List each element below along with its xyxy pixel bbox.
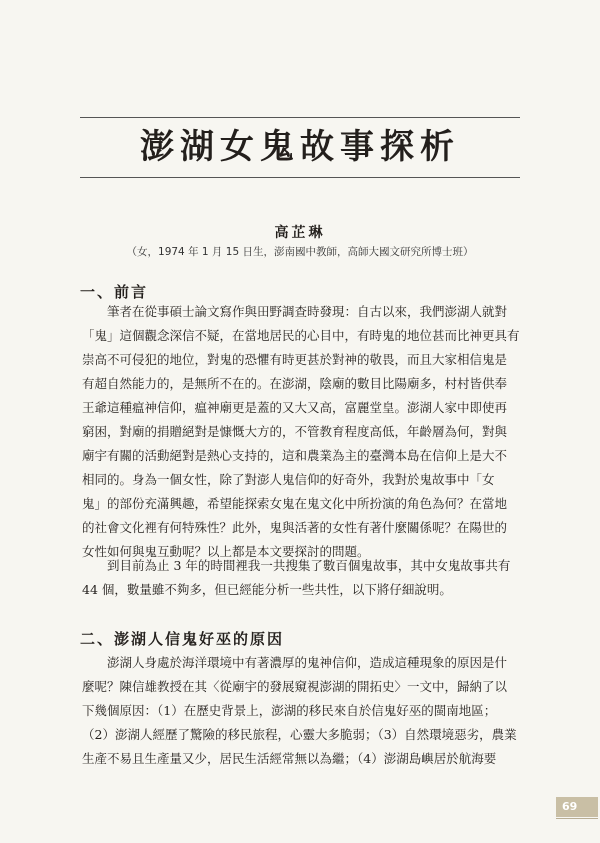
- text-line: 相同的。身為一個女性，除了對澎人鬼信仰的好奇外，我對於鬼故事中「女: [82, 472, 495, 487]
- text-line: 窮困，對廟的捐贈絕對是慷慨大方的，不管教育程度高低，年齡層為何，對與: [82, 424, 508, 439]
- text-line: 44 個，數量雖不夠多，但已經能分析一些共性，以下將仔細說明。: [82, 582, 452, 597]
- text-line: 澎湖人身處於海洋環境中有著濃厚的鬼神信仰，造成這種現象的原因是什: [82, 655, 508, 670]
- text-line: 有超自然能力的，是無所不在的。在澎湖，陰廟的數目比陽廟多，村村皆供奉: [82, 376, 508, 391]
- paragraph-introduction-1: [82, 300, 522, 564]
- text-line: 下幾個原因：（1）在歷史背景上，澎湖的移民來自於信鬼好巫的閩南地區；: [82, 703, 497, 718]
- article-title: 澎湖女鬼故事探析: [140, 127, 460, 167]
- text-line: 女性如何與鬼互動呢？以上都是本文要探討的問題。: [82, 544, 370, 559]
- title-bottom-rule: [80, 177, 520, 178]
- section-heading-introduction: 一、前言: [80, 283, 149, 301]
- paragraph-reasons-1: [82, 651, 522, 771]
- paragraph-introduction-2: [82, 554, 522, 602]
- text-line: 崇高不可侵犯的地位，對鬼的恐懼有時更甚於對神的敬畏，而且大家相信鬼是: [82, 352, 508, 367]
- text-line: 筆者在從事碩士論文寫作與田野調查時發現：自古以來，我們澎湖人就對: [82, 304, 508, 319]
- page-number-tab: 69: [556, 797, 598, 817]
- author-name: 高芷琳: [274, 225, 326, 241]
- text-line: 王爺這種瘟神信仰，瘟神廟更是蓋的又大又高，富麗堂皇。澎湖人家中即使再: [82, 400, 508, 415]
- text-line: 「鬼」這個觀念深信不疑，在當地居民的心目中，有時鬼的地位甚而比神更具有: [82, 328, 520, 343]
- text-line: 麼呢？陳信雄教授在其〈從廟宇的發展窺視澎湖的開拓史〉一文中，歸納了以: [82, 679, 508, 694]
- page-number-rule: [556, 818, 598, 819]
- author-affiliation: （女，1974 年 1 月 15 日生，澎南國中教師，高師大國文研究所博士班）: [126, 246, 474, 258]
- text-line: 生產不易且生產量又少，居民生活經常無以為繼；（4）澎湖島嶼居於航海要: [82, 751, 497, 766]
- text-line: 鬼」的部份充滿興趣，希望能探索女鬼在鬼文化中所扮演的角色為何？在當地: [82, 496, 508, 511]
- text-line: 廟宇有關的活動絕對是熱心支持的，這和農業為主的臺灣本島在信仰上是大不: [82, 448, 508, 463]
- text-line: 的社會文化裡有何特殊性？此外，鬼與活著的女性有著什麼關係呢？在陽世的: [82, 520, 508, 535]
- title-top-rule: [80, 117, 520, 118]
- text-line: （2）澎湖人經歷了驚險的移民旅程，心靈大多脆弱；（3）自然環境惡劣，農業: [82, 727, 517, 742]
- section-heading-reasons: 二、澎湖人信鬼好巫的原因: [80, 630, 285, 648]
- text-line: 到目前為止 3 年的時間裡我一共搜集了數百個鬼故事，其中女鬼故事共有: [82, 558, 511, 573]
